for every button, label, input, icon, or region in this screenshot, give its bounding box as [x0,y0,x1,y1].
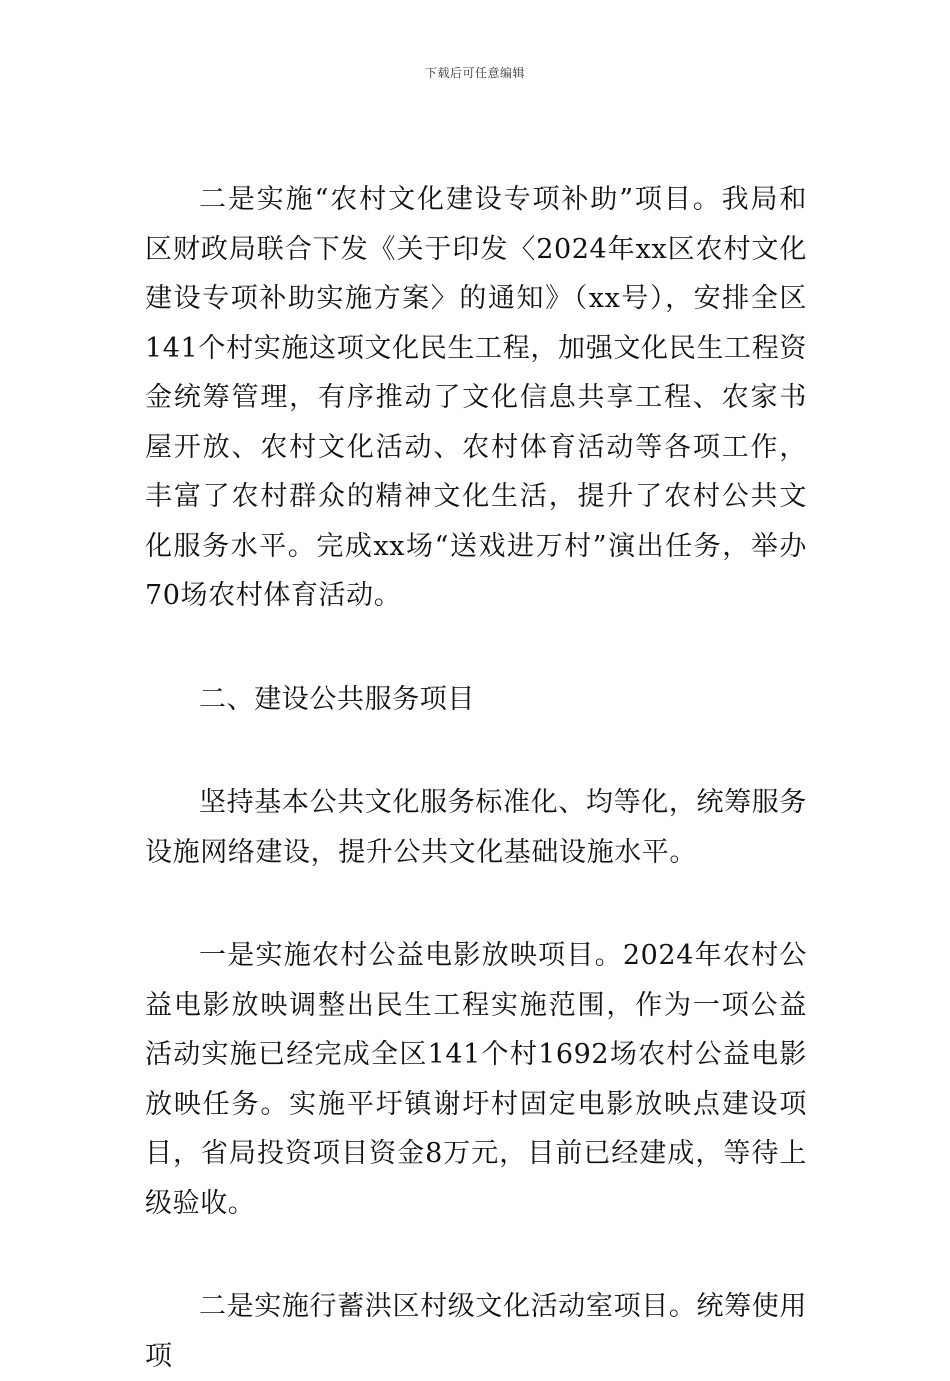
paragraph-gap [145,621,807,675]
paragraph-rural-culture-subsidy: 二是实施“农村文化建设专项补助”项目。我局和区财政局联合下发《关于印发〈2024年xx区农村文化建设专项补助实施方案〉的通知》（xx号），安排全区141个村实施这项文化民生工程，加强文化民生工程资金统筹管理，有序推动了文化信息共享工程、农家书屋开放、农村文化活动、农村体育活动等各项工作，丰富了农村群众的精神文化生活，提升了农村公共文化服务水平。完成xx场“送戏进万村”演出任务，举办70场农村体育活动。 [145,184,807,611]
paragraph-gap [145,877,807,931]
paragraph-gap [145,724,807,778]
paragraph-flood-area-activity-room: 二是实施行蓄洪区村级文化活动室项目。统筹使用项 [145,1291,807,1372]
paragraph-rural-film-project: 一是实施农村公益电影放映项目。2024年农村公益电影放映调整出民生工程实施范围，作为一项公益活动实施已经完成全区141个村1692场农村公益电影放映任务。实施平圩镇谢圩村固定电影放映点建设项目，省局投资项目资金8万元，目前已经建成，等待上级验收。 [145,940,807,1219]
paragraph-gap [145,1228,807,1282]
document-body [145,175,807,1381]
paragraph-public-service-intro: 坚持基本公共文化服务标准化、均等化，统筹服务设施网络建设，提升公共文化基础设施水平。 [145,787,807,868]
page-header-note: 下载后可任意编辑 [424,66,525,80]
section-heading-public-service: 二、建设公共服务项目 [199,683,475,715]
